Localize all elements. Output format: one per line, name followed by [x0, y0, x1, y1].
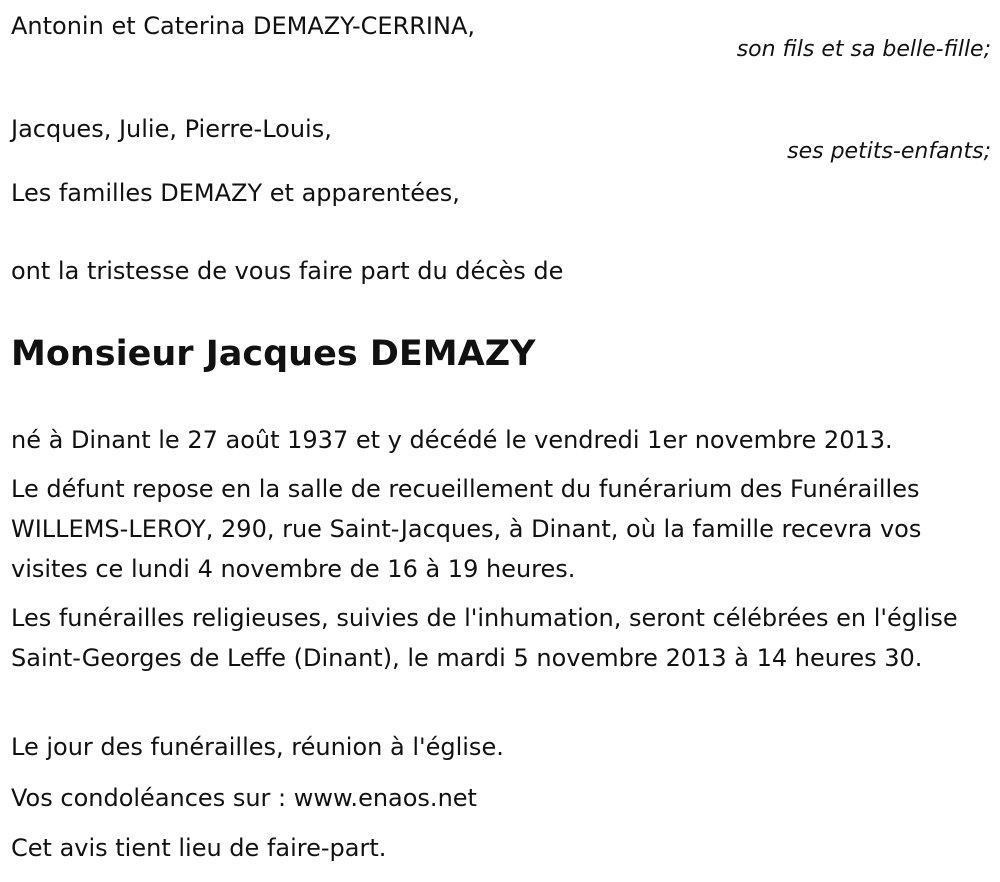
meeting-text: Le jour des funérailles, réunion à l'église. — [11, 733, 504, 761]
announcement-intro: ont la tristesse de vous faire part du décès de — [11, 257, 564, 285]
son-relation: son fils et sa belle-fille; — [736, 37, 991, 62]
repose-text: Le défunt repose en la salle de recueillement du funérarium des Funérailles WILLEMS-LEROY, 290, rue Saint-Jacques, à Dinant, où la famille recevra vos visites ce lundi 4 novembre de 16 à 19 heures. — [11, 475, 922, 583]
birth-death-text: né à Dinant le 27 août 1937 et y décédé le vendredi 1er novembre 2013. — [11, 426, 893, 454]
son-names: Antonin et Caterina DEMAZY-CERRINA, — [11, 12, 476, 40]
grandchildren-relation: ses petits-enfants; — [787, 139, 991, 164]
grandchildren-names: Jacques, Julie, Pierre-Louis, — [11, 115, 332, 143]
funeral-text: Les funérailles religieuses, suivies de l'inhumation, seront célébrées en l'église Saint-Georges de Leffe (Dinant), le mardi 5 novembre 2013 à 14 heures 30. — [11, 604, 958, 672]
deceased-name: Monsieur Jacques DEMAZY — [11, 334, 536, 374]
notice-text: Cet avis tient lieu de faire-part. — [11, 834, 387, 862]
condolences-text: Vos condoléances sur : www.enaos.net — [11, 784, 477, 812]
families-line: Les familles DEMAZY et apparentées, — [11, 179, 460, 207]
